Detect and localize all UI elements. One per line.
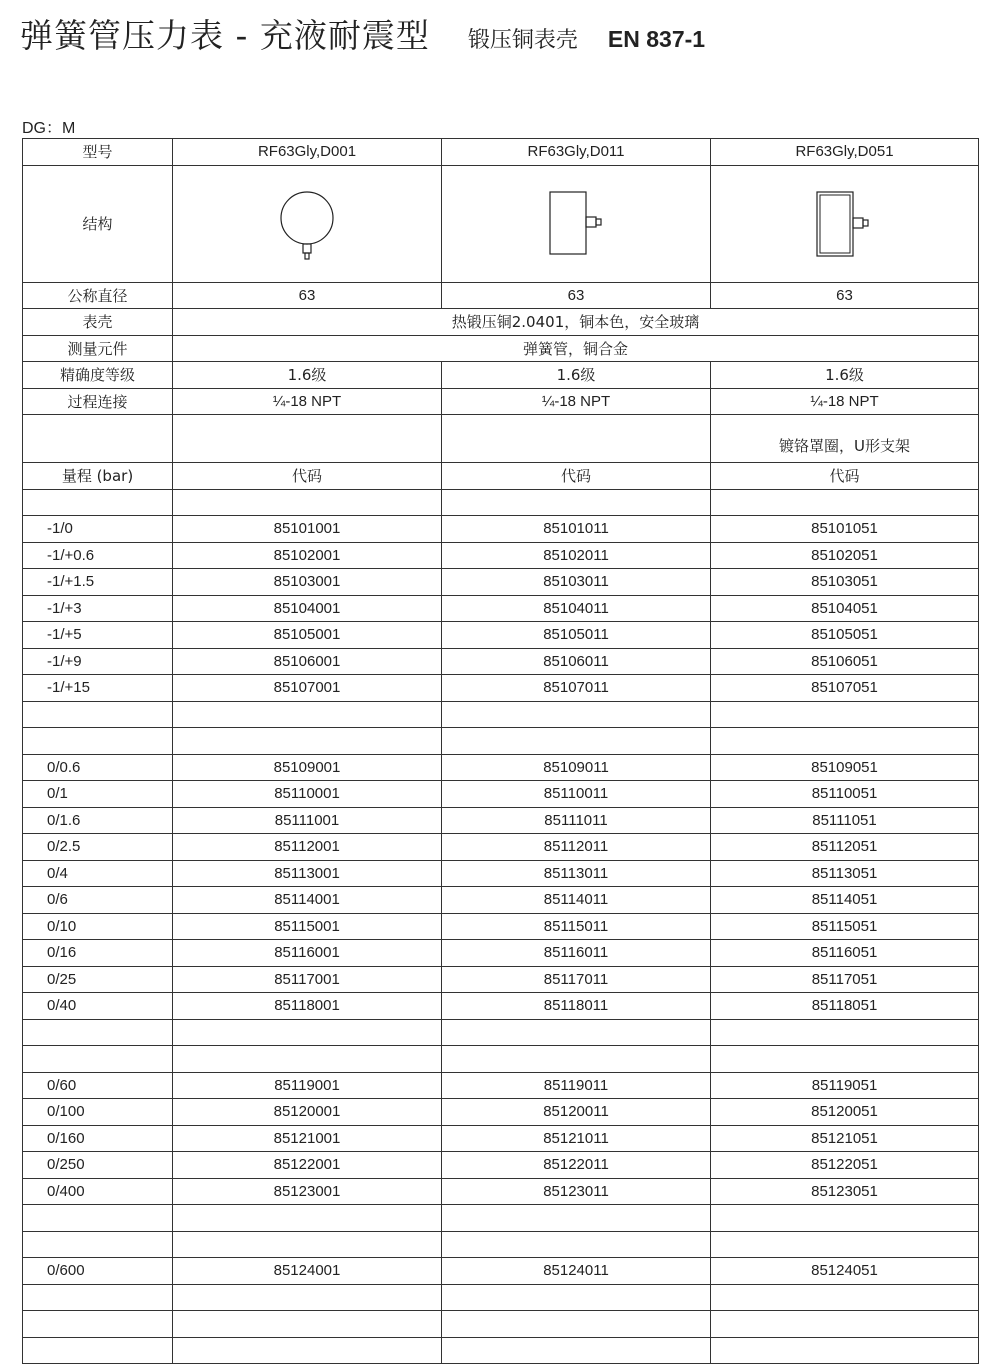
code-cell-d051: 85109051 <box>711 754 979 781</box>
range-cell <box>23 1205 173 1232</box>
standard-label: EN 837-1 <box>607 26 706 52</box>
table-row <box>23 1258 979 1285</box>
range-cell: 0/400 <box>23 1178 173 1205</box>
range-cell: 0/4 <box>23 860 173 887</box>
table-row <box>23 1019 979 1046</box>
code-cell-d001: 85123001 <box>173 1178 442 1205</box>
label-option <box>23 415 173 463</box>
table-row <box>23 728 979 755</box>
code-cell-d011: 85119011 <box>442 1072 711 1099</box>
structure-d011 <box>442 165 711 282</box>
label-accuracy: 精确度等级 <box>23 362 173 389</box>
spec-table-body <box>23 139 979 1364</box>
gauge-back-connection-icon <box>536 184 616 264</box>
range-cell <box>23 1231 173 1258</box>
range-cell: 0/100 <box>23 1099 173 1126</box>
diameter-d051: 63 <box>711 282 979 309</box>
code-cell-d001: 85113001 <box>173 860 442 887</box>
code-cell-d051: 85117051 <box>711 966 979 993</box>
range-cell: -1/+3 <box>23 595 173 622</box>
diameter-d001: 63 <box>173 282 442 309</box>
code-cell-d011: 85120011 <box>442 1099 711 1126</box>
code-cell-d051: 85103051 <box>711 569 979 596</box>
code-cell-d051: 85114051 <box>711 887 979 914</box>
table-row <box>23 1099 979 1126</box>
range-cell: -1/+0.6 <box>23 542 173 569</box>
code-cell-d011: 85105011 <box>442 622 711 649</box>
code-cell-d001: 85110001 <box>173 781 442 808</box>
code-cell-d001: 85106001 <box>173 648 442 675</box>
code-cell-d051 <box>711 1311 979 1338</box>
table-row <box>23 887 979 914</box>
row-structure <box>23 165 979 282</box>
code-cell-d051: 85120051 <box>711 1099 979 1126</box>
code-cell-d011: 85109011 <box>442 754 711 781</box>
table-row <box>23 542 979 569</box>
code-cell-d011: 85117011 <box>442 966 711 993</box>
page-subtitle: 锻压铜表壳 <box>467 28 578 53</box>
range-cell: 0/250 <box>23 1152 173 1179</box>
code-cell-d051: 85106051 <box>711 648 979 675</box>
code-cell-d011 <box>442 701 711 728</box>
range-cell: 0/6 <box>23 887 173 914</box>
range-cell: 0/1 <box>23 781 173 808</box>
accuracy-d011: 1.6级 <box>442 362 711 389</box>
code-cell-d011 <box>442 1284 711 1311</box>
label-model: 型号 <box>23 139 173 166</box>
row-range-header <box>23 463 979 490</box>
code-cell-d001 <box>173 489 442 516</box>
range-cell: -1/+15 <box>23 675 173 702</box>
row-diameter <box>23 282 979 309</box>
code-cell-d051: 85105051 <box>711 622 979 649</box>
range-cell: 0/40 <box>23 993 173 1020</box>
table-row <box>23 807 979 834</box>
range-cell <box>23 728 173 755</box>
code-cell-d051: 85123051 <box>711 1178 979 1205</box>
code-cell-d011 <box>442 1231 711 1258</box>
code-cell-d051: 85107051 <box>711 675 979 702</box>
table-row <box>23 1072 979 1099</box>
range-cell: 0/2.5 <box>23 834 173 861</box>
page-title: 弹簧管压力表 - 充液耐震型 <box>20 16 430 55</box>
row-model <box>23 139 979 166</box>
code-cell-d051 <box>711 1019 979 1046</box>
code-cell-d051: 85122051 <box>711 1152 979 1179</box>
table-row <box>23 516 979 543</box>
structure-d051 <box>711 165 979 282</box>
code-cell-d001 <box>173 1046 442 1073</box>
code-cell-d011 <box>442 1046 711 1073</box>
table-row <box>23 940 979 967</box>
table-row <box>23 489 979 516</box>
code-cell-d001 <box>173 728 442 755</box>
table-row <box>23 781 979 808</box>
code-cell-d001: 85105001 <box>173 622 442 649</box>
model-d011: RF63Gly,D011 <box>442 139 711 166</box>
row-connection <box>23 388 979 415</box>
code-cell-d011: 85112011 <box>442 834 711 861</box>
code-cell-d051: 85101051 <box>711 516 979 543</box>
structure-d001 <box>173 165 442 282</box>
code-cell-d051 <box>711 728 979 755</box>
model-d001: RF63Gly,D001 <box>173 139 442 166</box>
code-cell-d001 <box>173 1284 442 1311</box>
table-row <box>23 1311 979 1338</box>
code-cell-d011 <box>442 1337 711 1364</box>
range-cell: 0/16 <box>23 940 173 967</box>
code-cell-d001: 85107001 <box>173 675 442 702</box>
code-cell-d001: 85111001 <box>173 807 442 834</box>
row-case <box>23 309 979 336</box>
table-row <box>23 993 979 1020</box>
code-header-d001: 代码 <box>173 463 442 490</box>
code-cell-d051: 85118051 <box>711 993 979 1020</box>
page-header <box>20 10 705 58</box>
range-cell: 0/10 <box>23 913 173 940</box>
code-cell-d001: 85117001 <box>173 966 442 993</box>
code-cell-d051 <box>711 489 979 516</box>
table-row <box>23 1337 979 1364</box>
code-cell-d001: 85118001 <box>173 993 442 1020</box>
code-cell-d001: 85119001 <box>173 1072 442 1099</box>
code-cell-d001: 85121001 <box>173 1125 442 1152</box>
range-cell: -1/+9 <box>23 648 173 675</box>
label-connection: 过程连接 <box>23 388 173 415</box>
table-row <box>23 595 979 622</box>
row-element <box>23 335 979 362</box>
code-cell-d011: 85122011 <box>442 1152 711 1179</box>
code-cell-d051: 85111051 <box>711 807 979 834</box>
table-row <box>23 675 979 702</box>
table-row <box>23 1178 979 1205</box>
code-cell-d011: 85107011 <box>442 675 711 702</box>
code-cell-d051: 85119051 <box>711 1072 979 1099</box>
table-row <box>23 754 979 781</box>
code-cell-d051: 85102051 <box>711 542 979 569</box>
code-header-d011: 代码 <box>442 463 711 490</box>
code-cell-d051: 85115051 <box>711 913 979 940</box>
code-cell-d051: 85113051 <box>711 860 979 887</box>
range-cell: 0/0.6 <box>23 754 173 781</box>
code-cell-d011: 85123011 <box>442 1178 711 1205</box>
label-range: 量程 (bar) <box>23 463 173 490</box>
code-cell-d001: 85124001 <box>173 1258 442 1285</box>
code-cell-d011: 85101011 <box>442 516 711 543</box>
range-cell: -1/+5 <box>23 622 173 649</box>
option-d011 <box>442 415 711 463</box>
range-cell <box>23 1046 173 1073</box>
code-cell-d001: 85114001 <box>173 887 442 914</box>
connection-d011: ¼-18 NPT <box>442 388 711 415</box>
dg-label: DG：M <box>22 120 76 137</box>
code-cell-d051: 85116051 <box>711 940 979 967</box>
code-cell-d051 <box>711 701 979 728</box>
code-cell-d011 <box>442 489 711 516</box>
element-value: 弹簧管，铜合金 <box>173 335 979 362</box>
code-cell-d001 <box>173 1311 442 1338</box>
code-header-d051: 代码 <box>711 463 979 490</box>
range-cell: -1/+1.5 <box>23 569 173 596</box>
label-element: 测量元件 <box>23 335 173 362</box>
code-cell-d051: 85112051 <box>711 834 979 861</box>
code-cell-d051 <box>711 1231 979 1258</box>
range-cell <box>23 1337 173 1364</box>
table-row <box>23 622 979 649</box>
code-cell-d001 <box>173 1231 442 1258</box>
code-cell-d011: 85124011 <box>442 1258 711 1285</box>
table-row <box>23 860 979 887</box>
code-cell-d001: 85104001 <box>173 595 442 622</box>
code-cell-d011: 85116011 <box>442 940 711 967</box>
label-diameter: 公称直径 <box>23 282 173 309</box>
row-option <box>23 415 979 463</box>
code-cell-d011 <box>442 1019 711 1046</box>
code-cell-d011: 85121011 <box>442 1125 711 1152</box>
table-row <box>23 1231 979 1258</box>
code-cell-d051: 85104051 <box>711 595 979 622</box>
row-accuracy <box>23 362 979 389</box>
code-cell-d011: 85114011 <box>442 887 711 914</box>
diameter-d011: 63 <box>442 282 711 309</box>
code-cell-d051 <box>711 1046 979 1073</box>
label-case: 表壳 <box>23 309 173 336</box>
range-cell <box>23 489 173 516</box>
code-cell-d001: 85101001 <box>173 516 442 543</box>
range-cell: 0/160 <box>23 1125 173 1152</box>
code-cell-d001: 85120001 <box>173 1099 442 1126</box>
range-cell <box>23 1284 173 1311</box>
range-cell: 0/600 <box>23 1258 173 1285</box>
code-cell-d051: 85121051 <box>711 1125 979 1152</box>
accuracy-d051: 1.6级 <box>711 362 979 389</box>
table-row <box>23 569 979 596</box>
code-cell-d051: 85124051 <box>711 1258 979 1285</box>
code-cell-d051 <box>711 1284 979 1311</box>
table-row <box>23 834 979 861</box>
code-cell-d011 <box>442 1311 711 1338</box>
table-row <box>23 913 979 940</box>
option-d001 <box>173 415 442 463</box>
label-structure: 结构 <box>23 165 173 282</box>
code-cell-d001: 85103001 <box>173 569 442 596</box>
code-cell-d001: 85102001 <box>173 542 442 569</box>
range-cell: -1/0 <box>23 516 173 543</box>
case-value: 热锻压铜2.0401，铜本色，安全玻璃 <box>173 309 979 336</box>
option-d051: 镀铬罩圈，U形支架 <box>711 415 979 463</box>
code-cell-d001 <box>173 1205 442 1232</box>
code-cell-d011: 85110011 <box>442 781 711 808</box>
table-row <box>23 1284 979 1311</box>
range-cell <box>23 1311 173 1338</box>
code-cell-d011: 85106011 <box>442 648 711 675</box>
range-cell <box>23 1019 173 1046</box>
table-row <box>23 1205 979 1232</box>
code-cell-d011: 85111011 <box>442 807 711 834</box>
gauge-back-connection-flange-icon <box>805 184 885 264</box>
code-cell-d011: 85104011 <box>442 595 711 622</box>
range-cell <box>23 701 173 728</box>
accuracy-d001: 1.6级 <box>173 362 442 389</box>
table-row <box>23 1125 979 1152</box>
code-cell-d011 <box>442 728 711 755</box>
code-cell-d011 <box>442 1205 711 1232</box>
code-cell-d011: 85118011 <box>442 993 711 1020</box>
table-row <box>23 1152 979 1179</box>
code-cell-d001 <box>173 1337 442 1364</box>
model-d051: RF63Gly,D051 <box>711 139 979 166</box>
spec-table <box>22 138 979 1364</box>
range-cell: 0/25 <box>23 966 173 993</box>
code-cell-d001 <box>173 701 442 728</box>
code-cell-d011: 85102011 <box>442 542 711 569</box>
code-cell-d001: 85115001 <box>173 913 442 940</box>
table-row <box>23 966 979 993</box>
code-cell-d001: 85122001 <box>173 1152 442 1179</box>
code-cell-d051 <box>711 1205 979 1232</box>
code-cell-d011: 85115011 <box>442 913 711 940</box>
connection-d051: ¼-18 NPT <box>711 388 979 415</box>
code-cell-d011: 85113011 <box>442 860 711 887</box>
code-cell-d001: 85116001 <box>173 940 442 967</box>
table-row <box>23 648 979 675</box>
table-row <box>23 1046 979 1073</box>
gauge-bottom-connection-icon <box>272 184 342 264</box>
code-cell-d051 <box>711 1337 979 1364</box>
range-cell: 0/1.6 <box>23 807 173 834</box>
code-cell-d011: 85103011 <box>442 569 711 596</box>
connection-d001: ¼-18 NPT <box>173 388 442 415</box>
code-cell-d001: 85109001 <box>173 754 442 781</box>
code-cell-d001 <box>173 1019 442 1046</box>
table-row <box>23 701 979 728</box>
code-cell-d051: 85110051 <box>711 781 979 808</box>
range-cell: 0/60 <box>23 1072 173 1099</box>
code-cell-d001: 85112001 <box>173 834 442 861</box>
